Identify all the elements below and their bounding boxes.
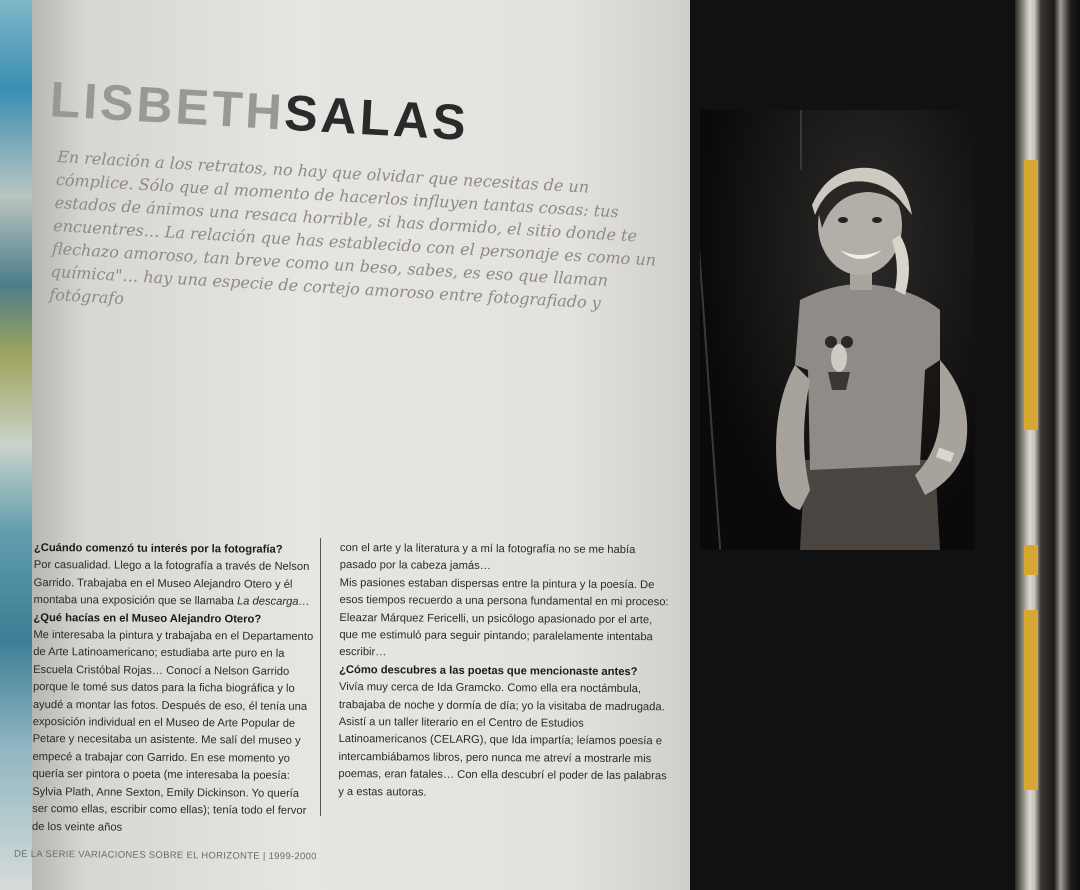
question-2: ¿Qué hacías en el Museo Alejandro Otero?	[33, 611, 262, 626]
yellow-bookmark-ribbon-3	[1024, 610, 1038, 790]
yellow-bookmark-ribbon-2	[1024, 545, 1038, 575]
pull-quote: En relación a los retratos, no hay que olvidar que necesitas de un cómplice. Sólo que al momento de hacerlos influyen tantas cosas: tus estados de ánimos una resaca horrible, si has dormido, el sitio donde te encuentres… La relación que has establecido con el personaje es como un flechazo amoroso, tan breve como un beso, sabes, es eso que llaman química"… hay una especie de cortejo amoroso entre fotografiado y fotógrafo	[48, 146, 657, 313]
answer-1	[34, 557, 316, 611]
title-last-name: SALAS	[282, 84, 471, 152]
answer-3: Vivía muy cerca de Ida Gramcko. Como ella era noctámbula, trabajaba de noche y dormía de día; yo la visitaba de madrugada. Asistí a un taller literario en el Centro de Estudios Latinoamericanos (CELARG), que Ida impartía; leíamos poesía e intercambiábamos libros, pero nunca me atreví a mostrarle mis poemas, eran fatales… Con ella descubrí el poder de las palabras y a estas autoras.	[338, 681, 667, 799]
answer-2-continued-2: Mis pasiones estaban dispersas entre la pintura y la poesía. De esos tiempos recuerdo a una persona fundamental en mi proceso: Eleazar Márquez Fericelli, un psicólogo apasionado por el arte, que me estimuló para seguir pintando; paralelamente intentaba escribir…	[339, 576, 669, 659]
question-1: ¿Cuándo comenzó tu interés por la fotografía?	[33, 541, 283, 556]
title-first-name: LISBETH	[48, 71, 287, 141]
page-footer: DE LA SERIE VARIACIONES SOBRE EL HORIZONTE | 1999-2000	[13, 848, 317, 863]
portrait-photo	[700, 110, 975, 550]
answer-2: Me interesaba la pintura y trabajaba en el Departamento de Arte Latinoamericano; estudiaba arte puro en la Escuela Cristóbal Rojas… Conocí a Nelson Garrido porque le tomé sus datos para la ficha biográfica y lo ayudé a montar las fotos. Después de eso, él tenía una exposición individual en el Museo de Arte Popular de Petare y necesitaba un asistente. Me salí del museo y empecé a trabajar con Garrido. En ese momento yo quería ser pintora o poeta (me interesaba la poesía: Sylvia Plath, Anne Sexton, Emily Dickinson. Yo quería ser como ellas, escribir como ellas); tenía todo el fervor de los veinte años	[31, 629, 314, 834]
child-figure	[700, 110, 975, 550]
answer-2-continued: con el arte y la literatura y a mí la fotografía no se me había pasado por la cabeza jamás…	[339, 541, 636, 573]
answer-1-italic: La descarga…	[236, 595, 310, 609]
question-3: ¿Cómo descubres a las poetas que mencionaste antes?	[339, 663, 638, 678]
footer-years: 1999-2000	[268, 850, 317, 863]
text-column-1	[32, 540, 316, 838]
footer-series: DE LA SERIE VARIACIONES SOBRE EL HORIZONTE	[13, 848, 260, 862]
column-divider	[320, 538, 321, 816]
answer-1-text: Por casualidad. Llego a la fotografía a través de Nelson Garrido. Trabajaba en el Museo Alejandro Otero y él montaba una exposición que se llamaba	[33, 559, 310, 608]
yellow-bookmark-ribbon	[1024, 160, 1038, 430]
text-column-2	[338, 540, 670, 803]
